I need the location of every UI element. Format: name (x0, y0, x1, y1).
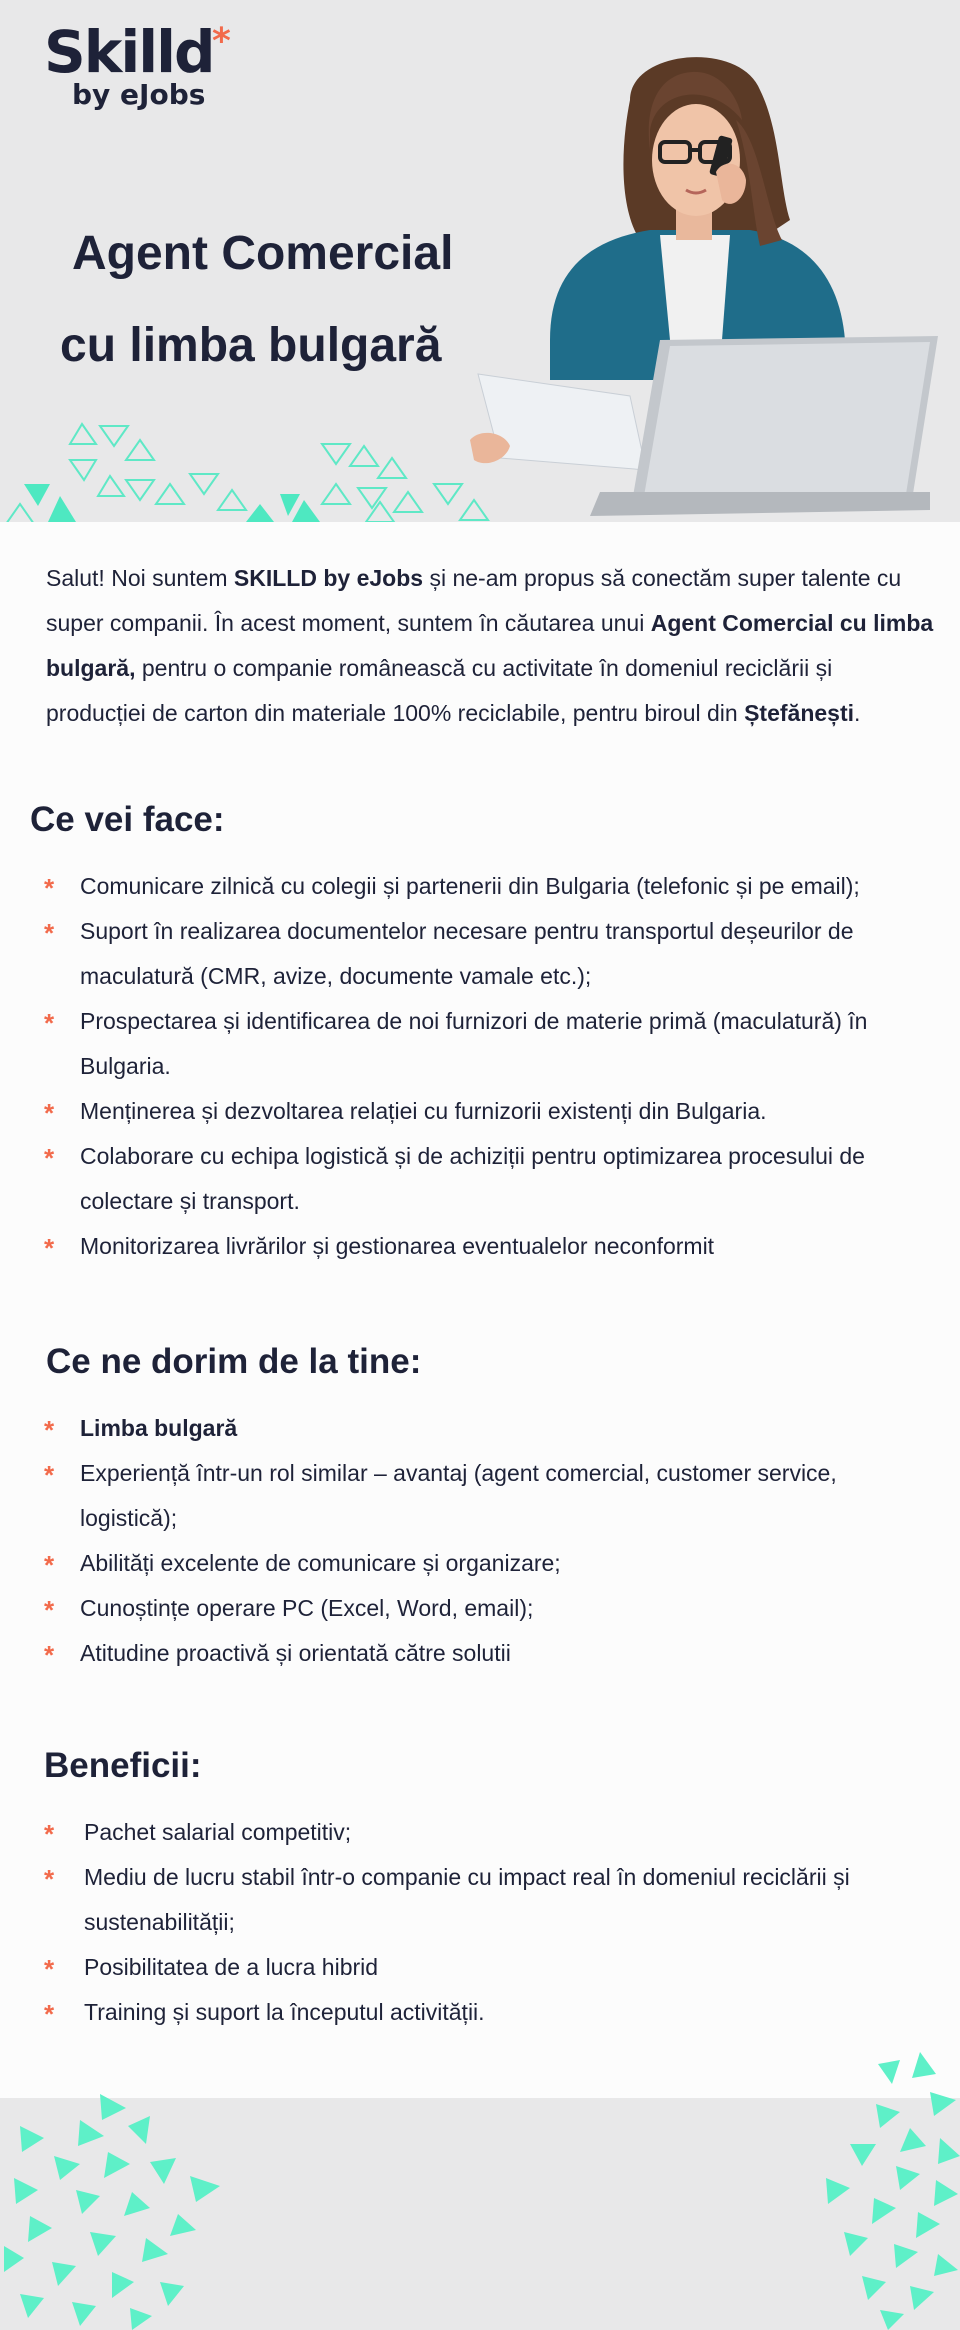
benefits-heading: Beneficii: (44, 1746, 202, 1785)
asterisk-bullet-icon: * (44, 1415, 55, 1445)
list-item: * Monitorizarea livrărilor și gestionarea eventualelor neconformit (0, 1224, 960, 1269)
hero-banner (0, 0, 960, 522)
asterisk-bullet-icon: * (44, 918, 55, 948)
asterisk-bullet-icon: * (44, 1999, 55, 2029)
list-item: * Colaborare cu echipa logistică și de achiziții pentru optimizarea procesului de colectare și transport. (0, 1134, 960, 1224)
asterisk-bullet-icon: * (44, 1640, 55, 1670)
logo-asterisk-icon: * (212, 21, 229, 62)
job-title-line-2: cu limba bulgară (60, 319, 442, 372)
list-item: * Atitudine proactivă și orientată către solutii (0, 1631, 960, 1676)
responsibilities-heading: Ce vei face: (30, 800, 225, 839)
responsibilities-list (0, 864, 960, 1269)
skilld-logo[interactable] (44, 18, 229, 112)
benefits-list (0, 1810, 960, 2035)
asterisk-bullet-icon: * (44, 873, 55, 903)
requirements-list (0, 1406, 960, 1676)
list-item: * Posibilitatea de a lucra hibrid (0, 1945, 960, 1990)
list-item: * Training și suport la începutul activității. (0, 1990, 960, 2035)
benefits-section (0, 1744, 960, 2035)
intro-paragraph: Salut! Noi suntem SKILLD by eJobs și ne-am propus să conectăm super talente cu super companii. În acest moment, suntem în căutarea unui Agent Comercial cu limba bulgară, pentru o companie românească cu activitate în domeniul reciclării și producției de carton din materiale 100% reciclabile, pentru biroul din Ștefănești. (46, 565, 934, 726)
asterisk-bullet-icon: * (44, 1819, 55, 1849)
asterisk-bullet-icon: * (44, 1550, 55, 1580)
teal-pinwheel-right-icon (800, 2048, 960, 2330)
list-item: * Menținerea și dezvoltarea relației cu furnizorii existenți din Bulgaria. (0, 1089, 960, 1134)
list-item: * Suport în realizarea documentelor necesare pentru transportul deșeurilor de maculatură (CMR, avize, documente vamale etc.); (0, 909, 960, 999)
responsibilities-section (0, 798, 960, 1269)
asterisk-bullet-icon: * (44, 1460, 55, 1490)
job-title (60, 208, 460, 392)
list-item: * Comunicare zilnică cu colegii și partenerii din Bulgaria (telefonic și pe email); (0, 864, 960, 909)
role-highlight: Agent Comercial cu limba bulgară, (46, 610, 934, 681)
location-highlight: Ștefănești (744, 700, 855, 726)
asterisk-bullet-icon: * (44, 1233, 55, 1263)
requirements-heading: Ce ne dorim de la tine: (46, 1342, 422, 1381)
asterisk-bullet-icon: * (44, 1864, 55, 1894)
asterisk-bullet-icon: * (44, 1595, 55, 1625)
job-title-line-1: Agent Comercial (72, 227, 454, 280)
company-name: SKILLD by eJobs (233, 565, 424, 591)
list-item: * Pachet salarial competitiv; (0, 1810, 960, 1855)
teal-triangles-decoration-icon (0, 400, 520, 522)
list-item: * Cunoștințe operare PC (Excel, Word, email); (0, 1586, 960, 1631)
teal-pinwheel-left-icon (0, 2086, 240, 2330)
logo-subtitle: by eJobs (72, 78, 206, 111)
list-item: * Prospectarea și identificarea de noi furnizori de materie primă (maculatură) în Bulgaria. (0, 999, 960, 1089)
asterisk-bullet-icon: * (44, 1098, 55, 1128)
woman-on-phone-with-laptop-illustration (460, 40, 960, 522)
list-item: * Mediu de lucru stabil într-o companie cu impact real în domeniul reciclării și sustenabilității; (0, 1855, 960, 1945)
asterisk-bullet-icon: * (44, 1008, 55, 1038)
logo-wordmark: Skilld (44, 18, 214, 86)
list-item: * Experiență într-un rol similar – avantaj (agent comercial, customer service, logistică); (0, 1451, 960, 1541)
list-item: * Abilități excelente de comunicare și organizare; (0, 1541, 960, 1586)
list-item: * Limba bulgară (0, 1406, 960, 1451)
asterisk-bullet-icon: * (44, 1143, 55, 1173)
requirements-section (0, 1340, 960, 1676)
asterisk-bullet-icon: * (44, 1954, 55, 1984)
